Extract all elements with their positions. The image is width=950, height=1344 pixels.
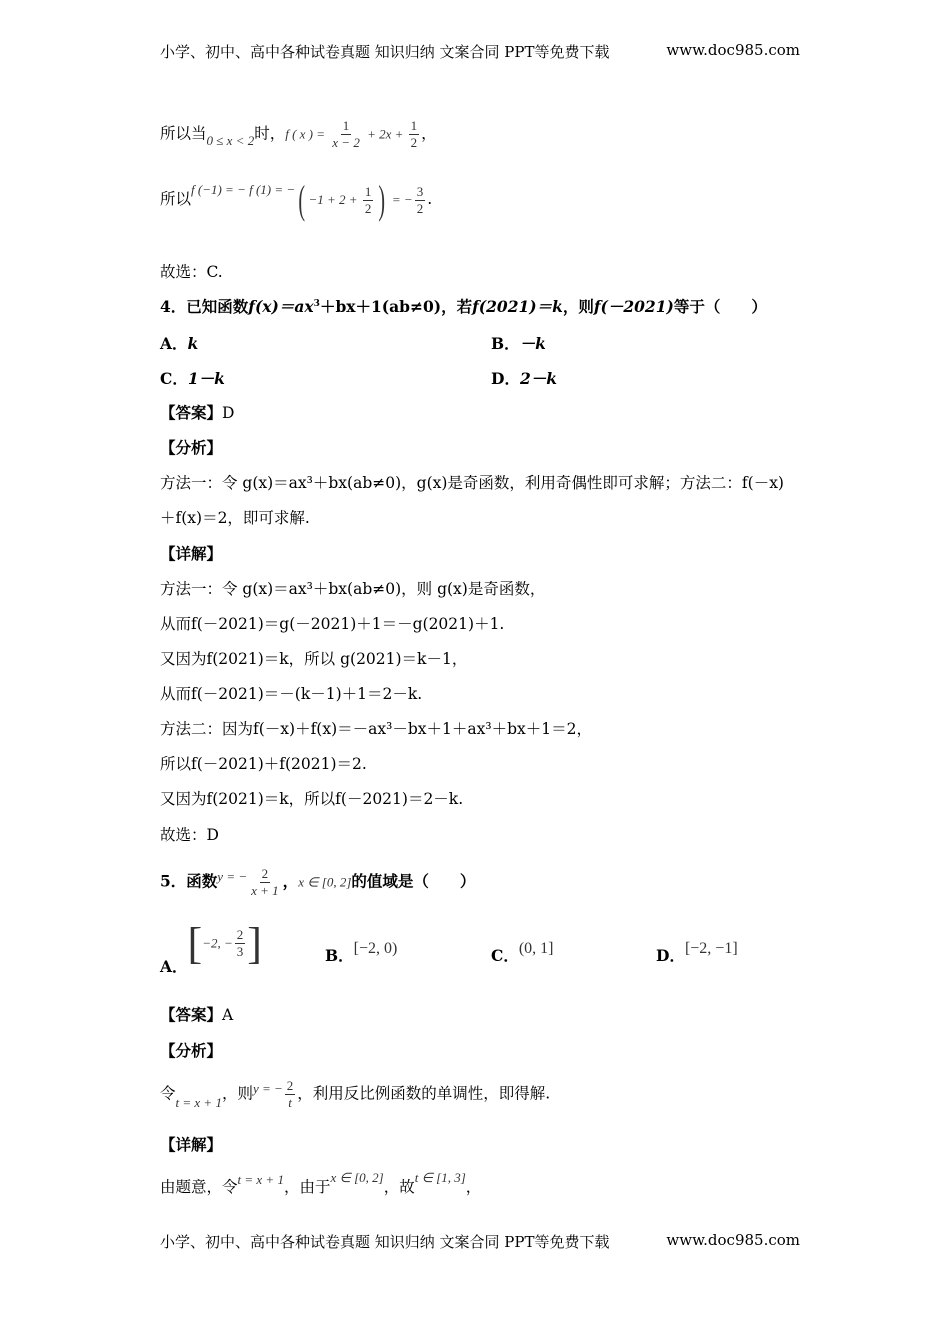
- fraction: $\frac{2}{t}$: [286, 1078, 294, 1110]
- q4-detail-6: 所以f(－2021)＋f(2021)＝2.: [160, 755, 367, 773]
- page-footer: [160, 1231, 800, 1252]
- text: .: [427, 190, 433, 208]
- q5-stem: 5．函数$^{y = -}$ $\frac{2}{x + 1}$ ，x ∈ [0, 2]的值域是（ ）: [160, 866, 476, 898]
- q3-line-1: [160, 118, 437, 151]
- q5-option-a[interactable]: A．[−2, − $\frac{2}{3}$ ]: [160, 919, 262, 976]
- paren: ): [378, 177, 386, 222]
- q4-detail-2: 从而f(－2021)＝g(－2021)＋1＝－g(2021)＋1.: [160, 615, 505, 633]
- q5-analysis: 令$_{t = x + 1}$，则$^{y = -}$ $\frac{2}{t}$ ，利用反比例函数的单调性，即得解.: [160, 1078, 551, 1110]
- q4-detail-4: 从而f(－2021)＝－(k－1)＋1＝2－k.: [160, 685, 423, 703]
- fraction: $\frac{2}{3}$: [236, 927, 244, 959]
- paren: (: [298, 177, 306, 222]
- q4-detail-1: 方法一：令 g(x)＝ax³＋bx(ab≠0)，则 g(x)是奇函数，: [160, 580, 546, 598]
- q3-line-2: [160, 177, 433, 222]
- math: f ( x ) =: [285, 126, 329, 142]
- math-cond: 0 ≤ x < 2: [206, 132, 255, 148]
- q4-option-c[interactable]: C．1－k: [160, 369, 225, 388]
- q5-analysis-label: 【分析】: [160, 1041, 223, 1060]
- q4-analysis-1: 方法一：令 g(x)＝ax³＋bx(ab≠0)，g(x)是奇函数，利用奇偶性即可求解；方法二：f(－x): [160, 474, 784, 492]
- text: 时，: [254, 124, 286, 143]
- q4-option-d[interactable]: D．2－k: [491, 369, 557, 388]
- q5-option-d[interactable]: D．[−2, −1]: [656, 940, 738, 965]
- text: ，: [421, 124, 437, 143]
- page-header: [160, 41, 800, 62]
- q5-answer: 【答案】A: [160, 1005, 234, 1024]
- q4-detail-3: 又因为f(2021)＝k，所以 g(2021)＝k－1，: [160, 650, 468, 668]
- header-left: 小学、初中、高中各种试卷真题 知识归纳 文案合同 PPT等免费下载: [160, 43, 610, 61]
- q4-detail-5: 方法二：因为f(－x)＋f(x)＝－ax³－bx＋1＋ax³＋bx＋1＝2，: [160, 720, 592, 738]
- text: 所以: [160, 190, 192, 208]
- footer-left: 小学、初中、高中各种试卷真题 知识归纳 文案合同 PPT等免费下载: [160, 1233, 610, 1251]
- header-right[interactable]: www.doc985.com: [666, 41, 800, 59]
- q5-option-c[interactable]: C．(0, 1]: [491, 940, 554, 965]
- q4-analysis-label: 【分析】: [160, 438, 223, 457]
- math: + 2x +: [363, 126, 407, 142]
- q4-option-a[interactable]: A．k: [160, 334, 199, 353]
- fraction: $\frac{1}{2}$: [364, 183, 372, 216]
- bracket: [: [187, 919, 203, 968]
- q4-analysis-2: ＋f(x)＝2，即可求解.: [160, 509, 310, 527]
- q4-option-b[interactable]: B．－k: [491, 334, 546, 353]
- q4-detail-label: 【详解】: [160, 544, 223, 563]
- q5-detail-1: 由题意，令$^{t = x + 1}$，由于$^{x \in [0, 2]}$，故$^{t \in [1, 3]}$，: [160, 1170, 482, 1196]
- fraction: $\frac{1}{x - 2}$: [332, 118, 360, 150]
- math: = −: [388, 192, 413, 207]
- q5-detail-label: 【详解】: [160, 1135, 223, 1154]
- text: 所以当: [160, 124, 207, 143]
- bracket: ]: [247, 919, 262, 968]
- footer-right[interactable]: www.doc985.com: [666, 1231, 800, 1249]
- q3-answer: 故选：C.: [160, 263, 223, 281]
- fraction: $\frac{2}{x + 1}$: [251, 866, 279, 898]
- fraction: $\frac{1}{2}$: [410, 118, 418, 150]
- math: −1 + 2 +: [308, 192, 361, 207]
- fraction: $\frac{3}{2}$: [416, 183, 424, 216]
- q4-detail-8: 故选：D: [160, 826, 219, 844]
- q5-option-b[interactable]: B．[−2, 0): [325, 940, 398, 965]
- q4-detail-7: 又因为f(2021)＝k，所以f(－2021)＝2－k.: [160, 790, 464, 808]
- q4-stem: 4．已知函数$f(x)=ax^3+bx+1(ab\ne 0)$，若f(2021)＝k，则f(－2021)等于（ ）: [160, 297, 767, 316]
- math: f (−1) = − f (1) = −: [191, 182, 296, 197]
- q4-answer: 【答案】D: [160, 403, 235, 422]
